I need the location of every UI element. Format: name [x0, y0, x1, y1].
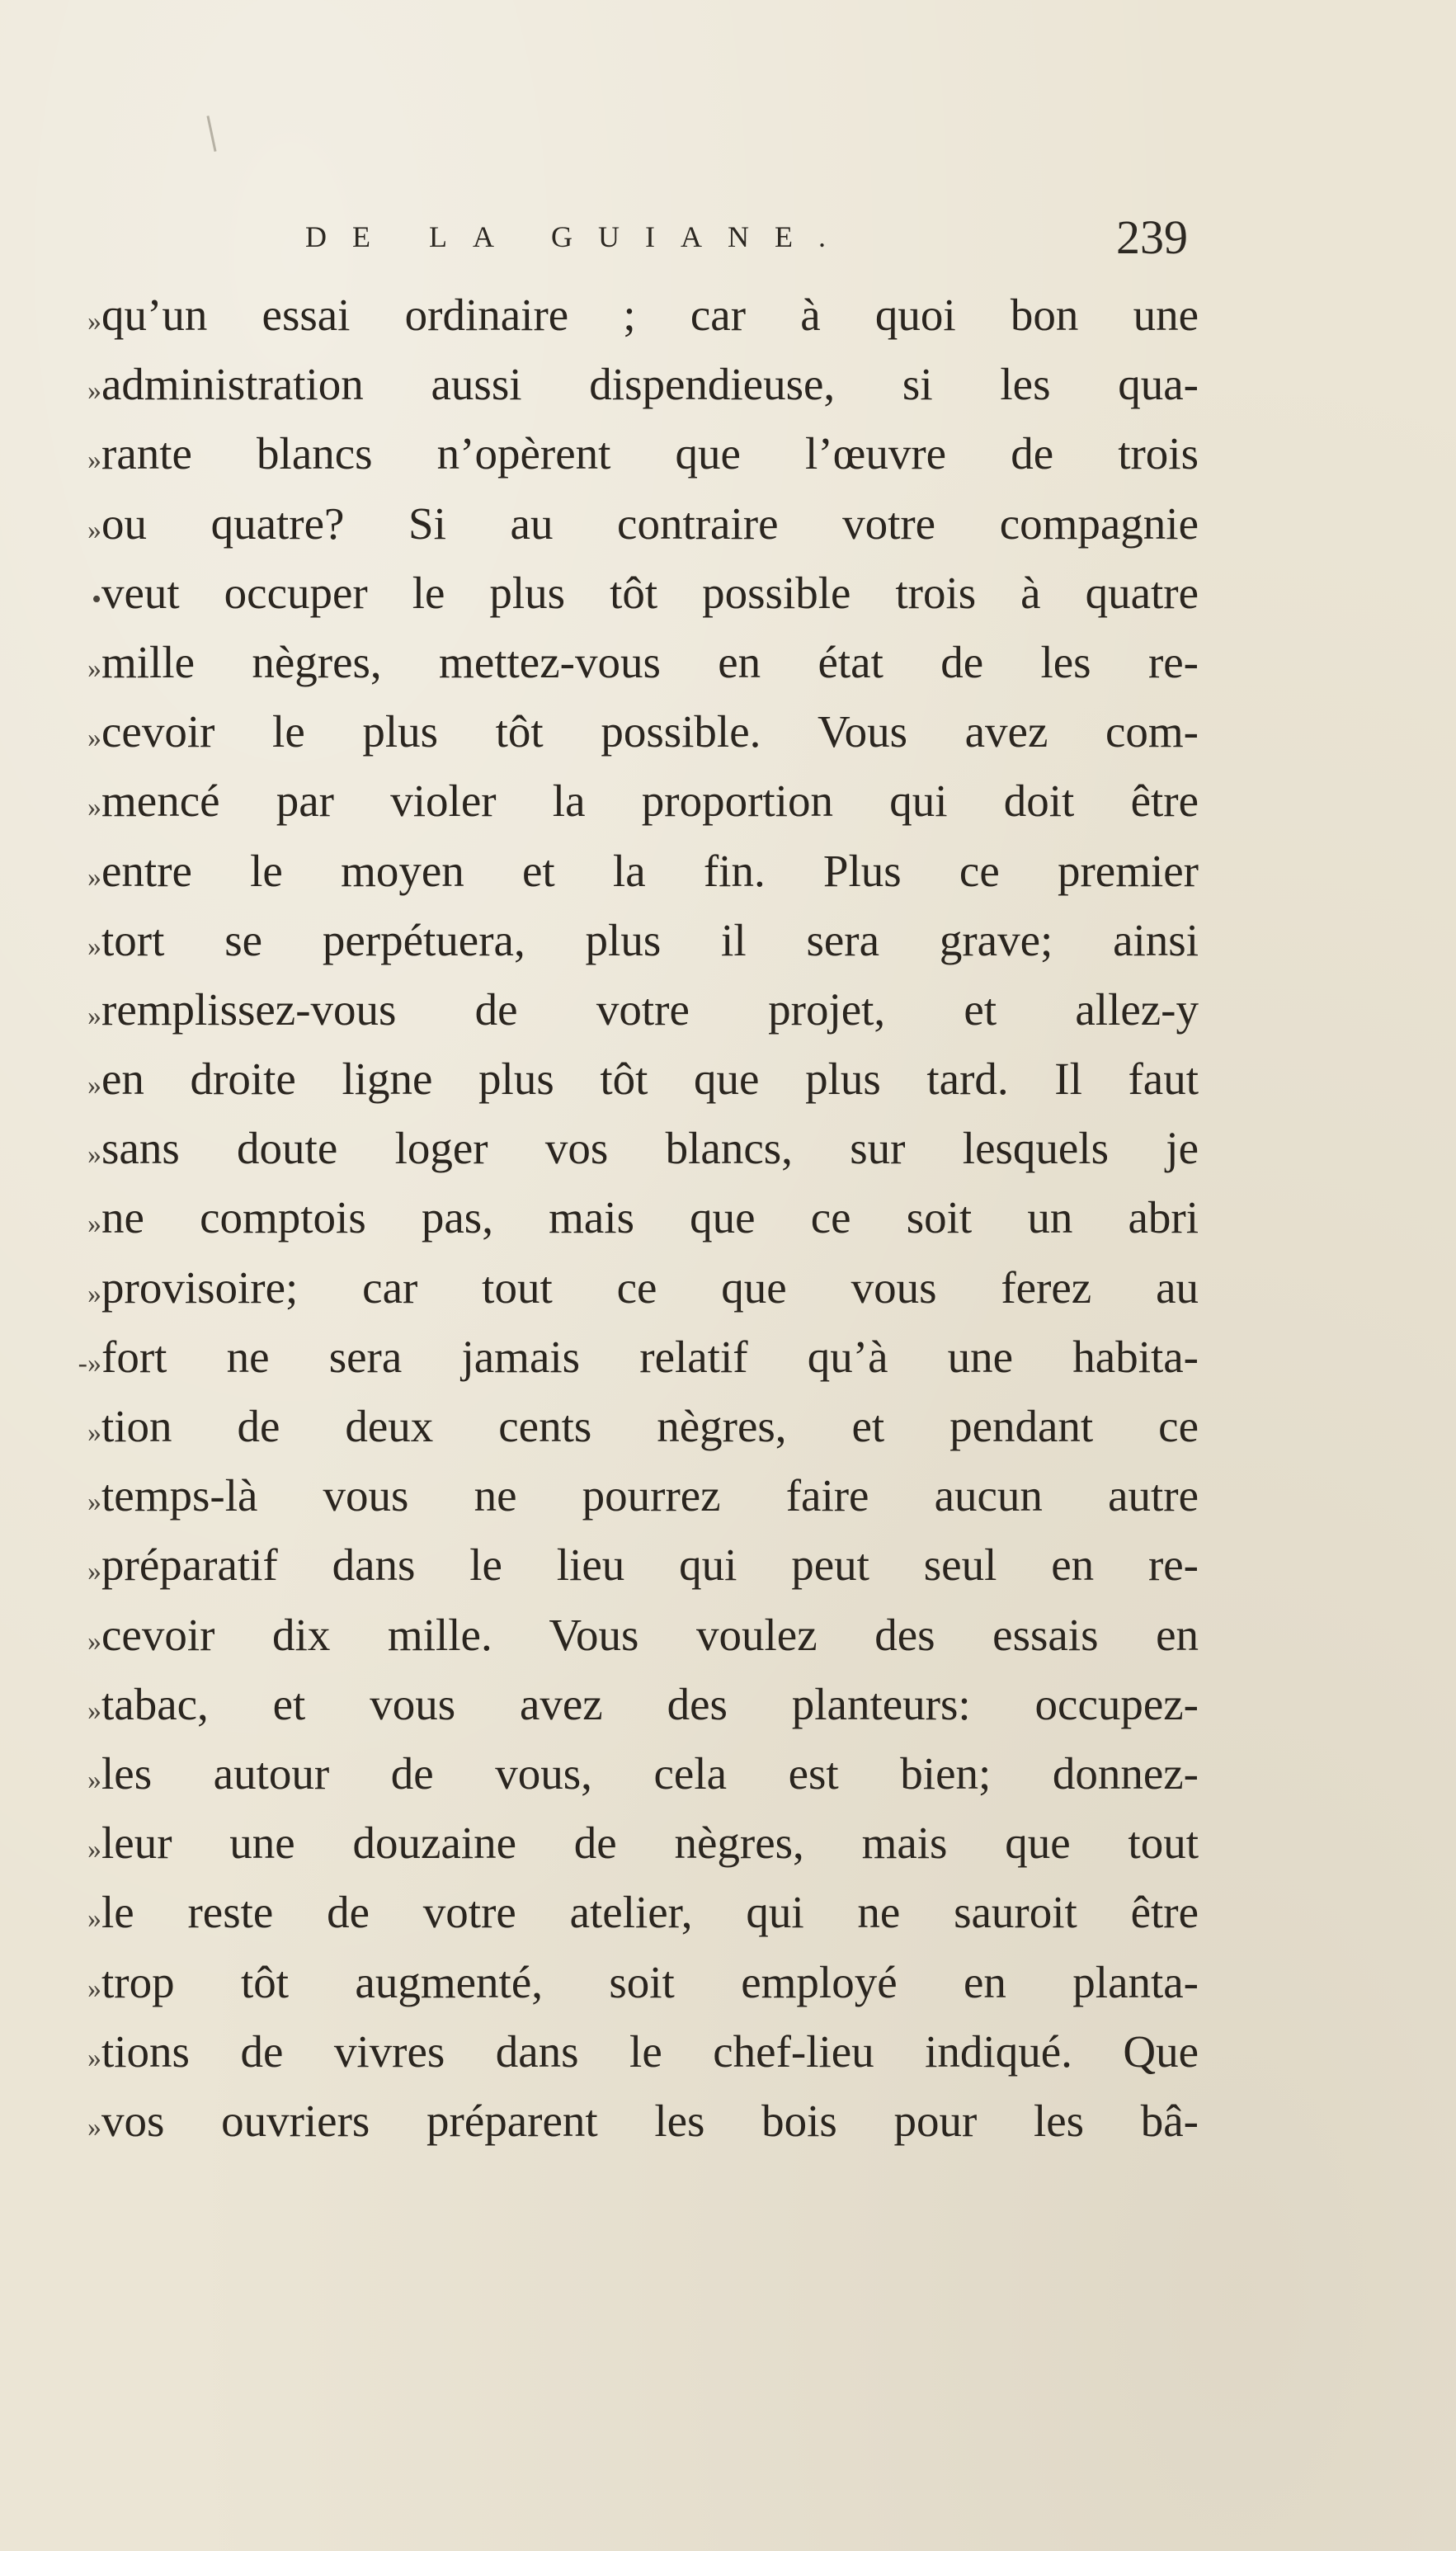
text-line: [48, 281, 1199, 350]
line-text: qu’un essai ordinaire ; car à quoi bon une: [101, 290, 1199, 340]
quote-mark: »: [87, 1834, 101, 1865]
line-text: mencé par violer la proportion qui doit être: [101, 776, 1199, 827]
quote-mark: »: [87, 1487, 101, 1518]
text-line: [48, 697, 1199, 766]
text-line: [48, 350, 1199, 419]
text-line: [48, 1183, 1199, 1252]
running-title: DE LA GUIANE.: [305, 220, 851, 253]
text-line: [48, 1461, 1199, 1530]
quote-mark: »: [87, 1278, 101, 1309]
quote-mark: »: [87, 2111, 101, 2143]
quote-mark: »: [87, 723, 101, 754]
line-text: cevoir dix mille. Vous voulez des essais en: [101, 1609, 1199, 1660]
line-text: les autour de vous, cela est bien; donnez-: [101, 1747, 1199, 1799]
pencil-mark: [206, 116, 216, 152]
quote-mark: »: [87, 1764, 101, 1795]
quote-mark: »: [87, 653, 101, 684]
line-text: ne comptois pas, mais que ce soit un abri: [101, 1192, 1199, 1243]
line-text: tion de deux cents nègres, et pendant ce: [101, 1401, 1199, 1451]
quote-mark: »: [87, 1070, 101, 1101]
line-text: le reste de votre atelier, qui ne sauroit être: [101, 1887, 1199, 1938]
text-line: [48, 1323, 1199, 1392]
quote-mark: »: [87, 2042, 101, 2073]
line-text: fort ne sera jamais relatif qu’à une habita-: [101, 1331, 1199, 1382]
line-text: cevoir le plus tôt possible. Vous avez com-: [101, 706, 1199, 757]
quote-mark: »: [87, 445, 101, 476]
text-line: [48, 1530, 1199, 1600]
line-text: ou quatre? Si au contraire votre compagnie: [101, 497, 1199, 549]
quote-mark: »: [87, 861, 101, 893]
quote-mark: »: [87, 375, 101, 407]
quote-mark: »: [87, 1000, 101, 1031]
quote-mark: »: [87, 1139, 101, 1171]
text-line: [48, 1948, 1199, 2017]
page-header: [305, 210, 1188, 271]
quote-mark: -»: [78, 1347, 101, 1379]
line-text: temps-là vous ne pourrez faire aucun autre: [101, 1470, 1199, 1521]
quote-mark: •: [92, 583, 101, 615]
text-line: [48, 1808, 1199, 1878]
quote-mark: »: [87, 1973, 101, 2004]
quote-mark: »: [87, 1903, 101, 1935]
quote-mark: »: [87, 931, 101, 962]
quote-mark: »: [87, 1625, 101, 1657]
line-text: préparatif dans le lieu qui peut seul en re-: [101, 1540, 1199, 1591]
line-text: rante blancs n’opèrent que l’œuvre de trois: [101, 428, 1199, 479]
quote-mark: »: [87, 306, 101, 337]
quote-mark: »: [87, 1209, 101, 1240]
text-line: [48, 1392, 1199, 1461]
text-line: [48, 1601, 1199, 1670]
text-line: [48, 489, 1199, 559]
quote-mark: »: [87, 792, 101, 823]
quote-mark: »: [87, 1695, 101, 1726]
quote-mark: »: [87, 514, 101, 545]
text-line: [48, 628, 1199, 697]
line-text: leur une douzaine de nègres, mais que tout: [101, 1818, 1199, 1869]
text-line: [48, 975, 1199, 1044]
line-text: remplissez-vous de votre projet, et allez-y: [101, 983, 1199, 1035]
line-text: veut occuper le plus tôt possible trois à quatre: [101, 567, 1199, 618]
line-text: provisoire; car tout ce que vous ferez au: [101, 1261, 1199, 1313]
line-text: trop tôt augmenté, soit employé en planta-: [101, 1956, 1199, 2007]
text-line: [48, 766, 1199, 836]
page-number: 239: [1116, 210, 1188, 264]
text-line: [48, 2087, 1199, 2156]
line-text: administration aussi dispendieuse, si les qua-: [101, 359, 1199, 410]
line-text: vos ouvriers préparent les bois pour les bâ-: [101, 2095, 1199, 2146]
text-line: [48, 1670, 1199, 1739]
line-text: entre le moyen et la fin. Plus ce premier: [101, 845, 1199, 896]
line-text: tabac, et vous avez des planteurs: occupez-: [101, 1678, 1199, 1729]
text-line: [48, 1878, 1199, 1947]
text-line: [48, 559, 1199, 628]
text-line: [48, 1044, 1199, 1114]
text-line: [48, 1253, 1199, 1323]
quote-mark: »: [87, 1417, 101, 1448]
body-text: [48, 281, 1199, 2156]
line-text: tions de vivres dans le chef-lieu indiqué. Que: [101, 2025, 1199, 2077]
text-line: [48, 906, 1199, 975]
line-text: en droite ligne plus tôt que plus tard. Il faut: [101, 1054, 1199, 1105]
text-line: [48, 419, 1199, 488]
line-text: mille nègres, mettez-vous en état de les re-: [101, 636, 1199, 687]
line-text: tort se perpétuera, plus il sera grave; ainsi: [101, 914, 1199, 965]
text-line: [48, 1739, 1199, 1808]
text-line: [48, 837, 1199, 906]
text-line: [48, 2017, 1199, 2087]
text-line: [48, 1114, 1199, 1183]
line-text: sans doute loger vos blancs, sur lesquels je: [101, 1123, 1199, 1174]
quote-mark: »: [87, 1556, 101, 1587]
